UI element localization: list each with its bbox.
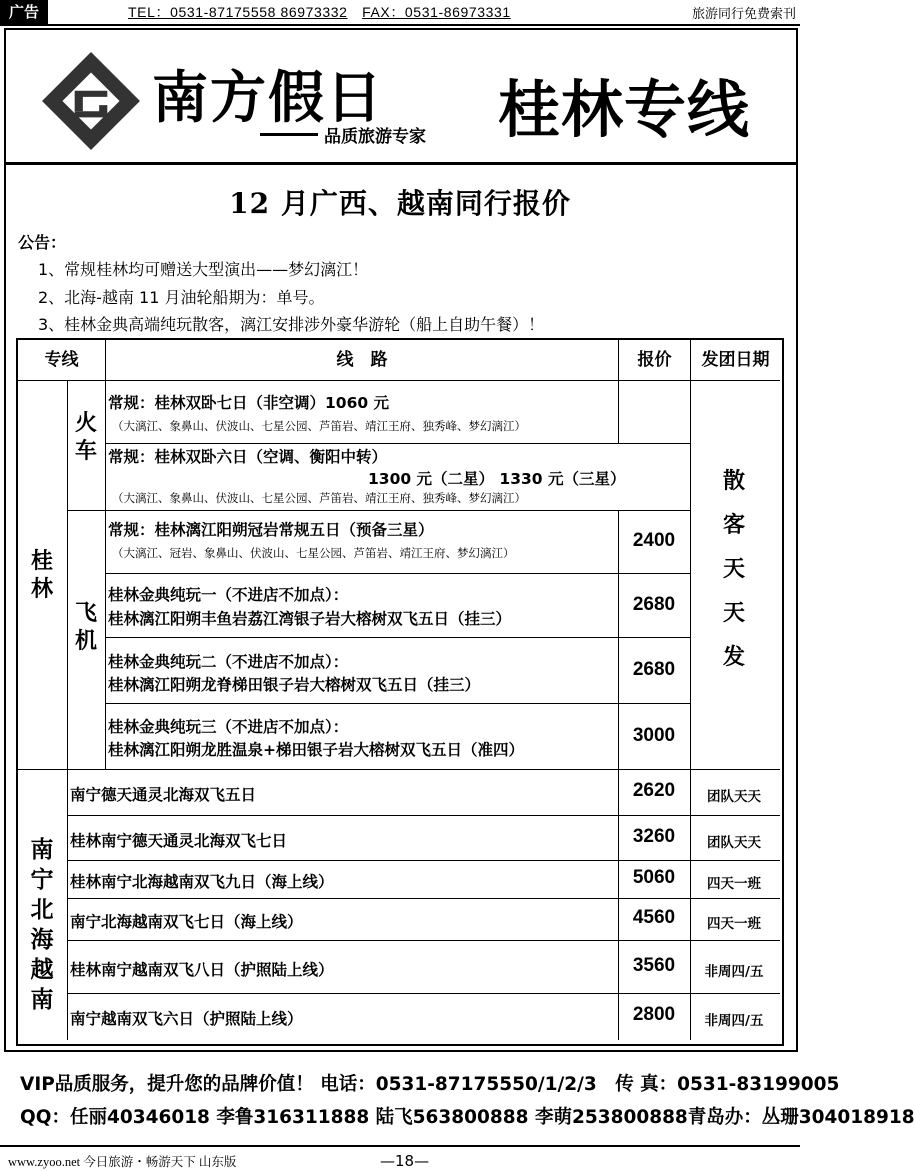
route-price: 2680 (632, 659, 676, 680)
notice-item: 1、常规桂林均可赠送大型演出——梦幻漓江！ (38, 260, 369, 279)
fax-number: FAX：0531-86973331 (362, 4, 511, 20)
row-divider (67, 510, 690, 511)
line-title: 桂林专线 (498, 73, 751, 146)
col-divider (105, 340, 106, 769)
category-train (68, 410, 104, 466)
qq-contact-line: QQ：任丽40346018 李鲁316311888 陆飞563800888 李萌253800888青岛办：丛珊304018918 (20, 1107, 915, 1128)
category-guilin (18, 548, 66, 604)
category-train-text: 火车 (74, 411, 97, 464)
row-divider (67, 993, 780, 994)
free-subscription-note: 旅游同行免费索刊 (691, 7, 796, 22)
route-title: 常规：桂林漓江阳朔冠岩常规五日（预备三星） (108, 521, 434, 539)
bottom-divider (0, 1145, 800, 1147)
route-dates: 四天一班 (707, 876, 761, 892)
route-price: 3260 (632, 826, 676, 847)
route-title: 南宁北海越南双飞七日（海上线） (70, 913, 303, 931)
top-divider (0, 24, 800, 26)
route-detail: 桂林漓江阳朔龙胜温泉+梯田银子岩大榕树双飞五日（准四） (108, 741, 524, 759)
slogan-dash (260, 133, 318, 136)
notice-item: 2、北海-越南 11 月油轮船期为：单号。 (38, 288, 325, 307)
route-title: 桂林金典纯玩二（不进店不加点）： (108, 653, 349, 671)
brand-logo-icon (40, 50, 142, 152)
route-dates: 团队天天 (707, 835, 761, 851)
route-title: 南宁德天通灵北海双飞五日 (70, 786, 257, 804)
route-price: 2400 (632, 530, 676, 551)
row-divider (67, 815, 780, 816)
route-title: 桂林南宁越南双飞八日（护照陆上线） (70, 961, 334, 979)
row-divider (105, 703, 690, 704)
route-price: 4560 (632, 907, 676, 928)
category-plane (68, 600, 104, 656)
header-row-divider (18, 380, 780, 381)
route-dates: 团队天天 (707, 789, 761, 805)
tel-number: TEL：0531-87175558 86973332 (128, 4, 348, 20)
route-price: 2680 (632, 594, 676, 615)
route-title: 常规：桂林双卧七日（非空调）1060 元 (108, 394, 390, 412)
route-detail: 桂林漓江阳朔龙脊梯田银子岩大榕树双飞五日（挂三） (108, 676, 481, 694)
col-divider (618, 510, 619, 769)
notice-item: 3、桂林金典高端纯玩散客，漓江安排涉外豪华游轮（船上自助午餐）！ (38, 315, 545, 334)
vip-contact-line: VIP品质服务，提升您的品牌价值！ 电话：0531-87175550/1/2/3 传 真：0531-83199005 (20, 1074, 840, 1095)
category-nanning-label: 南宁北海越南 (30, 837, 54, 1013)
row-divider (67, 898, 780, 899)
col-divider (67, 769, 68, 1040)
route-dates: 四天一班 (707, 916, 761, 932)
row-divider (105, 573, 690, 574)
route-title: 桂林金典纯玩三（不进店不加点）： (108, 718, 349, 736)
category-guilin-text: 桂林 (30, 549, 53, 602)
section-divider (18, 769, 780, 770)
route-title: 桂林南宁北海越南双飞九日（海上线） (70, 873, 334, 891)
guilin-daily-departure-text: 散客天天发 (722, 469, 745, 670)
row-divider (67, 940, 780, 941)
row-divider (105, 637, 690, 638)
route-dates: 非周四/五 (704, 964, 764, 980)
route-title: 南宁越南双飞六日（护照陆上线） (70, 1010, 303, 1028)
route-title: 桂林金典纯玩一（不进店不加点）： (108, 586, 349, 604)
category-plane-text: 飞机 (74, 601, 97, 654)
header-price: 报价 (637, 350, 672, 370)
slogan: 品质旅游专家 (324, 127, 426, 147)
col-divider (690, 340, 691, 1040)
route-price: 2620 (632, 780, 676, 801)
route-price-line: 1300 元（二星） 1330 元（三星） (368, 470, 626, 488)
route-detail: 桂林漓江阳朔丰鱼岩荔江湾银子岩大榕树双飞五日（挂三） (108, 610, 512, 628)
route-sights: （大漓江、象鼻山、伏波山、七星公园、芦笛岩、靖江王府、独秀峰、梦幻漓江） (112, 419, 526, 433)
ad-tag: 广告 (0, 0, 48, 24)
route-sights: （大漓江、象鼻山、伏波山、七星公园、芦笛岩、靖江王府、独秀峰、梦幻漓江） (112, 491, 526, 505)
header-dates: 发团日期 (701, 350, 770, 370)
page-title: 12 月广西、越南同行报价 (229, 187, 571, 220)
contact-line (128, 2, 521, 22)
route-title: 常规：桂林双卧六日（空调、衡阳中转） (108, 448, 388, 466)
site-footer: www.zyoo.net 今日旅游・畅游天下 山东版 (8, 1155, 237, 1169)
brand-name: 南方假日 (152, 65, 384, 131)
notice-heading: 公告： (18, 233, 67, 252)
route-price: 3000 (632, 725, 676, 746)
col-divider (618, 769, 619, 1040)
guilin-daily-departure (690, 460, 778, 680)
route-price: 5060 (632, 867, 676, 888)
route-dates: 非周四/五 (704, 1013, 764, 1029)
route-title: 桂林南宁德天通灵北海双飞七日 (70, 832, 288, 850)
row-divider (67, 860, 780, 861)
page-number: —18— (380, 1152, 430, 1170)
category-nanning (18, 835, 66, 1015)
route-price: 3560 (632, 955, 676, 976)
header-line: 专线 (44, 350, 79, 370)
route-sights: （大漓江、冠岩、象鼻山、伏波山、七星公园、芦笛岩、靖江王府、梦幻漓江） (112, 546, 515, 560)
header-route: 线 路 (336, 350, 388, 370)
route-price: 2800 (632, 1004, 676, 1025)
row-divider (105, 443, 690, 444)
